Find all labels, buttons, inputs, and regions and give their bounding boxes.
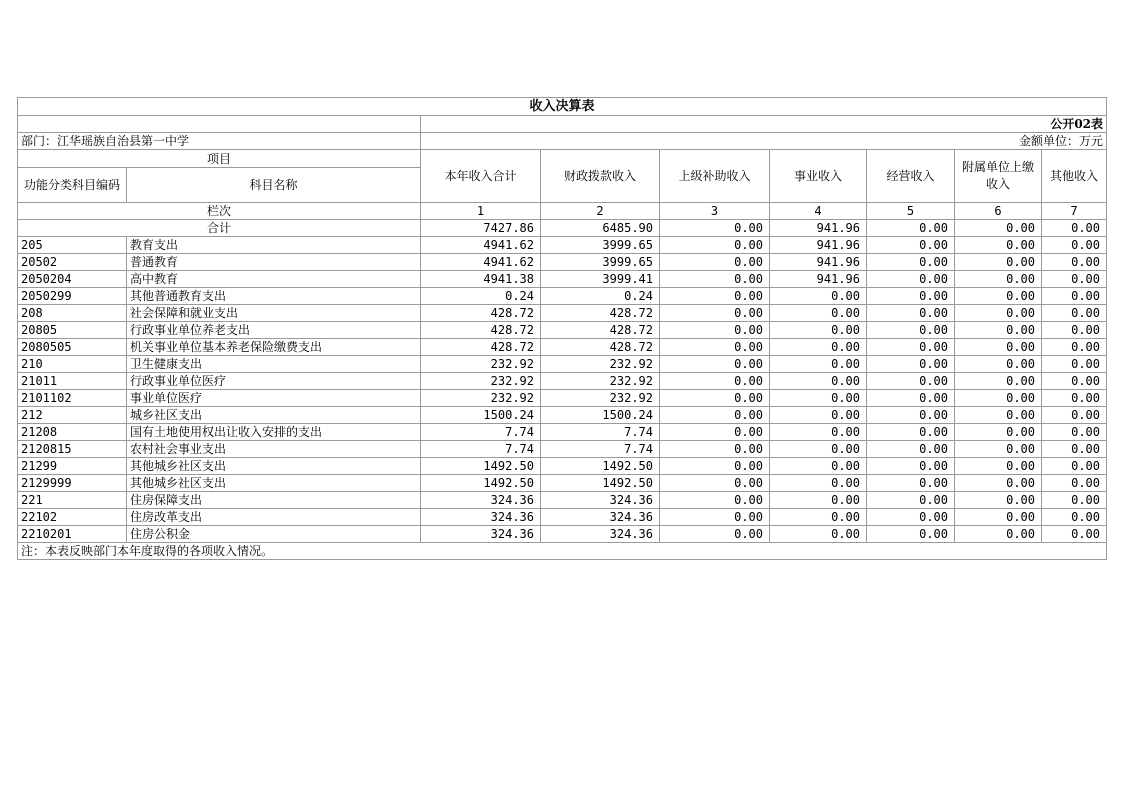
row-value: 0.00	[867, 373, 955, 390]
header-col-3: 上级补助收入	[660, 150, 770, 203]
header-col-7: 其他收入	[1042, 150, 1107, 203]
row-value: 0.00	[660, 322, 770, 339]
row-value: 0.00	[867, 407, 955, 424]
row-value: 4941.62	[421, 237, 541, 254]
row-value: 0.00	[660, 458, 770, 475]
row-value: 7.74	[421, 441, 541, 458]
row-value: 0.00	[1042, 509, 1107, 526]
row-value: 0.00	[660, 390, 770, 407]
row-value: 0.00	[660, 288, 770, 305]
row-code: 21299	[18, 458, 127, 475]
table-row	[18, 288, 1107, 305]
row-name: 行政事业单位医疗	[127, 373, 421, 390]
row-value: 0.00	[1042, 237, 1107, 254]
row-value: 0.00	[770, 475, 867, 492]
row-value: 0.00	[770, 492, 867, 509]
row-value: 0.00	[770, 424, 867, 441]
row-name: 住房改革支出	[127, 509, 421, 526]
row-value: 0.00	[1042, 475, 1107, 492]
row-value: 0.00	[770, 441, 867, 458]
unit-label: 金额单位：万元	[421, 133, 1107, 150]
total-value: 7427.86	[421, 220, 541, 237]
row-value: 0.00	[660, 492, 770, 509]
row-value: 0.00	[955, 475, 1042, 492]
table-row	[18, 271, 1107, 288]
header-name: 科目名称	[127, 168, 421, 203]
col-index: 7	[1042, 203, 1107, 220]
row-value: 0.00	[955, 237, 1042, 254]
table-row	[18, 356, 1107, 373]
table-row	[18, 390, 1107, 407]
row-value: 0.00	[955, 441, 1042, 458]
row-value: 0.00	[660, 441, 770, 458]
row-code: 22102	[18, 509, 127, 526]
table-row	[18, 305, 1107, 322]
row-value: 0.00	[1042, 458, 1107, 475]
row-value: 428.72	[541, 322, 660, 339]
row-value: 0.00	[1042, 424, 1107, 441]
row-value: 324.36	[421, 492, 541, 509]
col-index: 5	[867, 203, 955, 220]
row-value: 428.72	[421, 339, 541, 356]
row-value: 324.36	[421, 509, 541, 526]
total-value: 941.96	[770, 220, 867, 237]
row-value: 232.92	[541, 356, 660, 373]
row-code: 2080505	[18, 339, 127, 356]
header-col-2: 财政拨款收入	[541, 150, 660, 203]
row-value: 0.00	[770, 305, 867, 322]
col-index: 3	[660, 203, 770, 220]
total-value: 0.00	[955, 220, 1042, 237]
row-value: 0.00	[955, 390, 1042, 407]
row-value: 0.00	[660, 424, 770, 441]
row-name: 城乡社区支出	[127, 407, 421, 424]
row-value: 0.00	[867, 390, 955, 407]
row-value: 0.00	[867, 254, 955, 271]
table-row	[18, 526, 1107, 543]
row-value: 3999.65	[541, 237, 660, 254]
row-value: 0.00	[770, 288, 867, 305]
table-row	[18, 373, 1107, 390]
row-value: 7.74	[541, 441, 660, 458]
row-code: 2210201	[18, 526, 127, 543]
row-value: 1500.24	[541, 407, 660, 424]
row-name: 住房保障支出	[127, 492, 421, 509]
row-value: 0.00	[770, 509, 867, 526]
table-row	[18, 509, 1107, 526]
total-value: 0.00	[660, 220, 770, 237]
row-value: 4941.62	[421, 254, 541, 271]
col-index: 4	[770, 203, 867, 220]
row-value: 0.00	[770, 526, 867, 543]
income-final-accounts-table	[17, 97, 1107, 560]
row-code: 212	[18, 407, 127, 424]
row-value: 941.96	[770, 237, 867, 254]
row-value: 0.00	[955, 322, 1042, 339]
row-value: 0.00	[660, 254, 770, 271]
row-value: 324.36	[541, 509, 660, 526]
row-value: 0.00	[1042, 441, 1107, 458]
row-name: 教育支出	[127, 237, 421, 254]
form-code: 公开02表	[421, 116, 1107, 133]
header-col-1: 本年收入合计	[421, 150, 541, 203]
col-index: 2	[541, 203, 660, 220]
header-code: 功能分类科目编码	[18, 168, 127, 203]
row-name: 社会保障和就业支出	[127, 305, 421, 322]
row-value: 0.24	[541, 288, 660, 305]
row-value: 232.92	[421, 373, 541, 390]
row-value: 428.72	[541, 305, 660, 322]
row-value: 0.00	[867, 458, 955, 475]
table-row	[18, 492, 1107, 509]
header-col-5: 经营收入	[867, 150, 955, 203]
table-note: 注：本表反映部门本年度取得的各项收入情况。	[18, 543, 1107, 560]
row-value: 0.00	[955, 373, 1042, 390]
row-value: 3999.41	[541, 271, 660, 288]
total-label: 合计	[18, 220, 421, 237]
row-value: 0.00	[867, 322, 955, 339]
row-value: 0.00	[867, 271, 955, 288]
row-value: 0.00	[770, 407, 867, 424]
row-value: 0.00	[770, 373, 867, 390]
row-value: 428.72	[421, 322, 541, 339]
row-value: 0.00	[867, 492, 955, 509]
row-value: 0.00	[660, 407, 770, 424]
total-value: 0.00	[1042, 220, 1107, 237]
table-row	[18, 322, 1107, 339]
row-value: 0.00	[770, 458, 867, 475]
row-value: 1492.50	[421, 458, 541, 475]
row-value: 428.72	[421, 305, 541, 322]
row-value: 0.00	[867, 339, 955, 356]
row-value: 232.92	[421, 390, 541, 407]
row-value: 0.00	[955, 526, 1042, 543]
row-value: 324.36	[541, 492, 660, 509]
row-value: 0.00	[867, 305, 955, 322]
row-value: 0.00	[955, 356, 1042, 373]
row-value: 0.00	[770, 339, 867, 356]
row-value: 0.00	[1042, 526, 1107, 543]
row-code: 21208	[18, 424, 127, 441]
table-row	[18, 441, 1107, 458]
row-name: 机关事业单位基本养老保险缴费支出	[127, 339, 421, 356]
table-row	[18, 339, 1107, 356]
row-value: 0.00	[1042, 373, 1107, 390]
table-row	[18, 424, 1107, 441]
row-code: 20805	[18, 322, 127, 339]
row-code: 2129999	[18, 475, 127, 492]
row-name: 事业单位医疗	[127, 390, 421, 407]
row-value: 0.00	[955, 271, 1042, 288]
row-value: 0.00	[867, 288, 955, 305]
row-value: 232.92	[541, 390, 660, 407]
header-col-6: 附属单位上缴收入	[955, 150, 1042, 203]
table-row	[18, 407, 1107, 424]
row-value: 0.00	[660, 526, 770, 543]
header-col-4: 事业收入	[770, 150, 867, 203]
row-value: 232.92	[541, 373, 660, 390]
row-value: 7.74	[541, 424, 660, 441]
row-value: 7.74	[421, 424, 541, 441]
row-code: 2120815	[18, 441, 127, 458]
row-value: 0.00	[660, 509, 770, 526]
row-value: 1492.50	[541, 475, 660, 492]
row-value: 232.92	[421, 356, 541, 373]
row-code: 2050299	[18, 288, 127, 305]
row-value: 1500.24	[421, 407, 541, 424]
row-value: 0.00	[955, 305, 1042, 322]
table-row	[18, 237, 1107, 254]
row-value: 0.00	[660, 356, 770, 373]
row-value: 0.00	[1042, 492, 1107, 509]
row-value: 428.72	[541, 339, 660, 356]
row-name: 国有土地使用权出让收入安排的支出	[127, 424, 421, 441]
row-name: 高中教育	[127, 271, 421, 288]
row-value: 0.00	[770, 322, 867, 339]
row-value: 0.00	[867, 509, 955, 526]
col-index: 1	[421, 203, 541, 220]
row-name: 农村社会事业支出	[127, 441, 421, 458]
row-value: 0.00	[660, 305, 770, 322]
row-value: 0.00	[955, 288, 1042, 305]
row-value: 0.00	[867, 356, 955, 373]
row-name: 住房公积金	[127, 526, 421, 543]
row-value: 941.96	[770, 254, 867, 271]
row-value: 0.00	[1042, 322, 1107, 339]
row-value: 0.24	[421, 288, 541, 305]
col-index-label: 栏次	[18, 203, 421, 220]
row-name: 普通教育	[127, 254, 421, 271]
row-value: 1492.50	[421, 475, 541, 492]
row-value: 0.00	[955, 424, 1042, 441]
row-value: 0.00	[1042, 407, 1107, 424]
header-item: 项目	[18, 150, 421, 168]
row-name: 卫生健康支出	[127, 356, 421, 373]
row-value: 1492.50	[541, 458, 660, 475]
row-value: 0.00	[660, 373, 770, 390]
row-value: 941.96	[770, 271, 867, 288]
department-label: 部门：江华瑶族自治县第一中学	[18, 133, 421, 150]
row-name: 其他城乡社区支出	[127, 458, 421, 475]
row-code: 2101102	[18, 390, 127, 407]
row-value: 0.00	[1042, 288, 1107, 305]
row-value: 0.00	[867, 526, 955, 543]
row-value: 0.00	[867, 237, 955, 254]
row-value: 0.00	[1042, 356, 1107, 373]
row-value: 0.00	[955, 509, 1042, 526]
row-value: 0.00	[1042, 254, 1107, 271]
table-title: 收入决算表	[18, 98, 1107, 116]
row-code: 21011	[18, 373, 127, 390]
row-name: 其他城乡社区支出	[127, 475, 421, 492]
row-value: 0.00	[660, 271, 770, 288]
row-code: 205	[18, 237, 127, 254]
row-name: 行政事业单位养老支出	[127, 322, 421, 339]
row-value: 0.00	[867, 441, 955, 458]
blank-cell	[18, 116, 421, 133]
row-value: 0.00	[1042, 305, 1107, 322]
row-value: 324.36	[541, 526, 660, 543]
row-code: 20502	[18, 254, 127, 271]
row-value: 0.00	[770, 390, 867, 407]
table-row	[18, 254, 1107, 271]
row-value: 3999.65	[541, 254, 660, 271]
row-code: 208	[18, 305, 127, 322]
row-value: 0.00	[1042, 271, 1107, 288]
row-code: 210	[18, 356, 127, 373]
row-value: 0.00	[867, 424, 955, 441]
table-row	[18, 475, 1107, 492]
row-value: 0.00	[955, 492, 1042, 509]
row-value: 0.00	[867, 475, 955, 492]
row-value: 0.00	[955, 254, 1042, 271]
row-value: 4941.38	[421, 271, 541, 288]
row-value: 0.00	[660, 237, 770, 254]
row-value: 0.00	[660, 339, 770, 356]
row-code: 221	[18, 492, 127, 509]
row-value: 324.36	[421, 526, 541, 543]
row-value: 0.00	[770, 356, 867, 373]
row-code: 2050204	[18, 271, 127, 288]
row-value: 0.00	[955, 458, 1042, 475]
total-value: 0.00	[867, 220, 955, 237]
row-name: 其他普通教育支出	[127, 288, 421, 305]
col-index: 6	[955, 203, 1042, 220]
row-value: 0.00	[955, 407, 1042, 424]
total-value: 6485.90	[541, 220, 660, 237]
row-value: 0.00	[660, 475, 770, 492]
table-row	[18, 458, 1107, 475]
row-value: 0.00	[1042, 339, 1107, 356]
row-value: 0.00	[955, 339, 1042, 356]
row-value: 0.00	[1042, 390, 1107, 407]
